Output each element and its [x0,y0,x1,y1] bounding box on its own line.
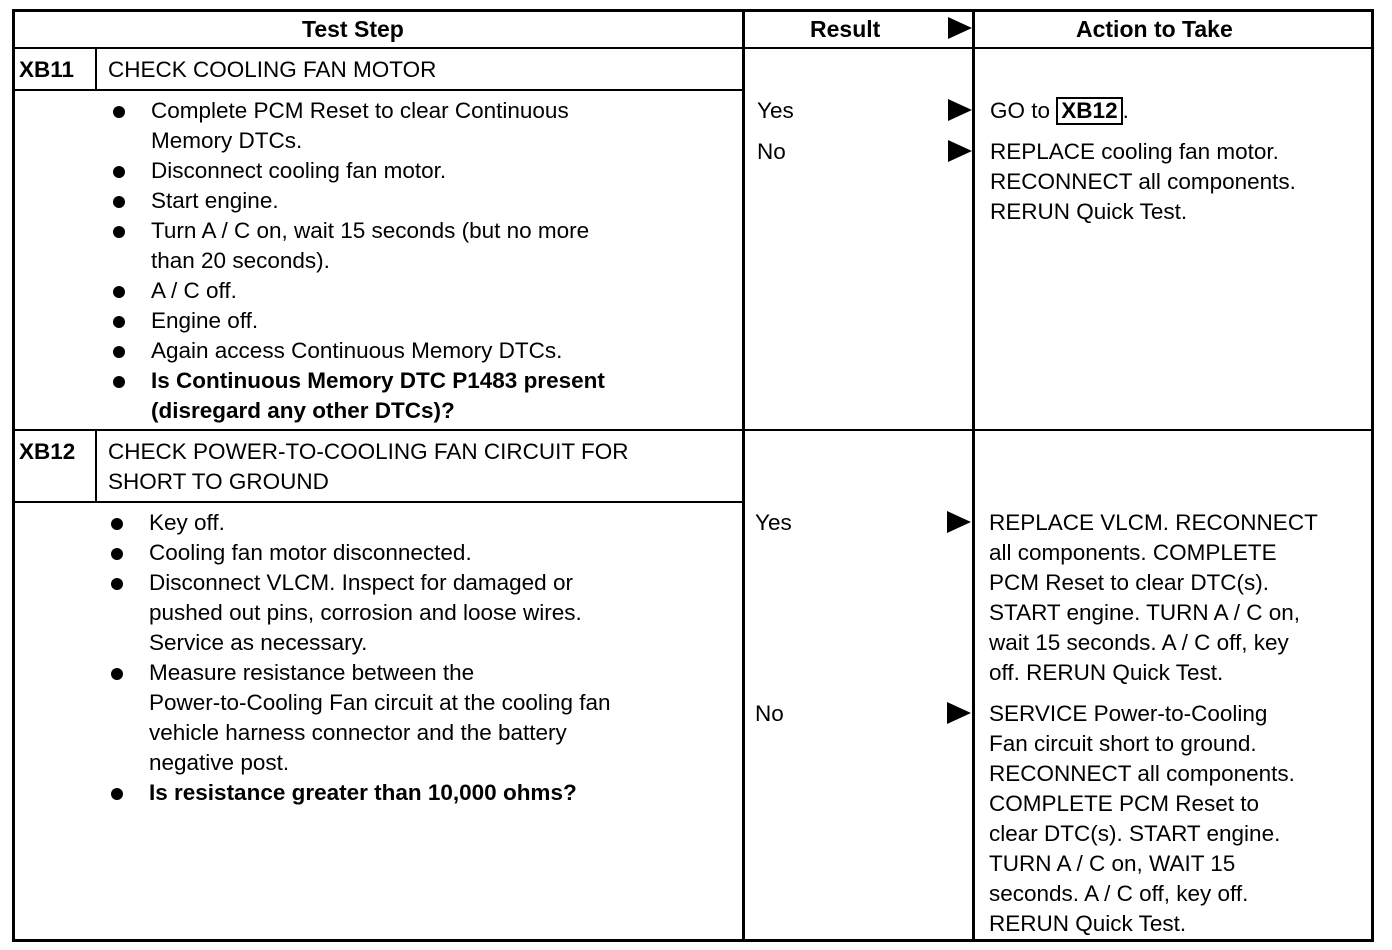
xb11-id-divider [95,47,97,91]
xb12-title-underline [12,501,743,503]
list-item: Disconnect VLCM. Inspect for damaged or pushed out pins, corrosion and loose wires. Service as necessary. [149,568,610,658]
header-divider [12,47,1374,49]
list-item: Is resistance greater than 10,000 ohms? [149,778,610,808]
result-arrow-icon [947,511,971,533]
action-goto: GO to XB12 . [990,98,1129,123]
bullet-icon [113,286,125,298]
action-text: REPLACE VLCM. RECONNECT all components. COMPLETE PCM Reset to clear DTC(s). START engine. TURN A / C on, wait 15 seconds. A / C off, key off. RERUN Quick Test. [989,510,1318,685]
xb11-title-underline [12,89,743,91]
bullet-icon [113,226,125,238]
bullet-icon [113,376,125,388]
header-arrow-icon [948,17,972,39]
bullet-icon [111,668,123,680]
action-text: REPLACE cooling fan motor. RECONNECT all components. RERUN Quick Test. [990,139,1296,224]
result-arrow-icon [947,702,971,724]
list-item: Key off. [149,508,610,538]
step-title: CHECK COOLING FAN MOTOR [108,57,437,82]
bullet-icon [111,518,123,530]
bullet-icon [111,578,123,590]
result-arrow-icon [948,140,972,162]
list-item: Is Continuous Memory DTC P1483 present (disregard any other DTCs)? [151,366,605,426]
action-text: SERVICE Power-to-Cooling Fan circuit short to ground. RECONNECT all components. COMPLETE PCM Reset to clear DTC(s). START engine. TURN A / C on, WAIT 15 seconds. A / C off, key off. RERUN Quick Test. [989,701,1295,936]
list-item: Turn A / C on, wait 15 seconds (but no more than 20 seconds). [151,216,605,276]
header-action: Action to Take [1076,16,1233,42]
xb11-xb12-divider [12,429,1374,431]
bullet-icon [111,548,123,560]
result-no: No [757,139,786,164]
list-item: Start engine. [151,186,605,216]
list-item: Disconnect cooling fan motor. [151,156,605,186]
header-result: Result [810,16,881,42]
table-border-top [12,9,1374,12]
list-item: Cooling fan motor disconnected. [149,538,610,568]
step-id: XB12 [19,439,76,464]
bullet-icon [113,196,125,208]
result-arrow-icon [948,99,972,121]
column-divider-action [972,9,975,942]
xb11-bullet-list [151,96,605,426]
table-border-right [1371,9,1374,942]
xb12-id-divider [95,429,97,503]
bullet-icon [111,788,123,800]
bullet-icon [113,106,125,118]
list-item: Complete PCM Reset to clear Continuous Memory DTCs. [151,96,605,156]
step-title: CHECK POWER-TO-COOLING FAN CIRCUIT FOR SHORT TO GROUND [108,439,629,494]
step-reference-link[interactable]: XB12 [1056,97,1122,125]
list-item: Engine off. [151,306,605,336]
list-item: Again access Continuous Memory DTCs. [151,336,605,366]
table-border-left [12,9,15,942]
step-id: XB11 [19,57,75,82]
column-divider-result [742,9,745,942]
header-test-step: Test Step [302,16,404,42]
list-item: A / C off. [151,276,605,306]
list-item: Measure resistance between the Power-to-Cooling Fan circuit at the cooling fan vehicle harness connector and the battery negative post. [149,658,610,778]
bullet-icon [113,346,125,358]
bullet-icon [113,166,125,178]
result-yes: Yes [755,510,792,535]
bullet-icon [113,316,125,328]
result-yes: Yes [757,98,794,123]
xb12-bullet-list [149,508,610,808]
table-border-bottom [12,939,1374,942]
result-no: No [755,701,784,726]
